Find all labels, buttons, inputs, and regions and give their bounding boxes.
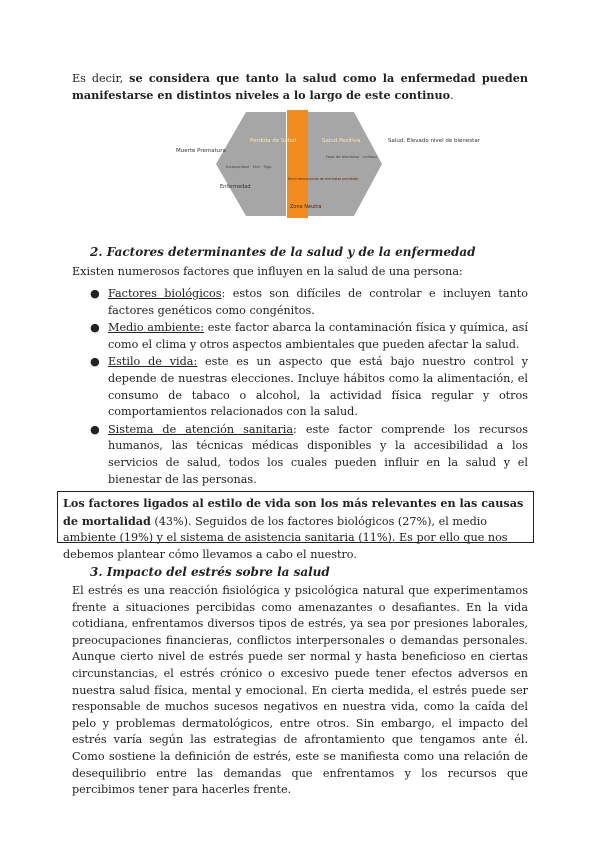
right-arrow <box>306 112 382 216</box>
right-zone-label: Salud Positiva <box>322 138 361 144</box>
intro-end: . <box>450 89 454 102</box>
mortality-highlight-box <box>57 491 534 561</box>
factor-term: Medio ambiente: <box>108 321 205 335</box>
bullet-icon: ● <box>90 321 100 335</box>
factor-text: este es un aspecto que está bajo nuestro control y depende de nuestras elecciones. Incluye hábitos como la alimentación, el consumo de tabaco o alcohol, la actividad física regular y otros comportamientos relacionados con la salud. <box>108 355 528 419</box>
list-item <box>90 320 528 353</box>
section-2-title: 2. Factores determinantes de la salud y de la enfermedad <box>90 245 476 259</box>
right-end-label: Salud, Elevado nivel de bienestar <box>388 138 480 144</box>
list-item <box>90 354 528 420</box>
highlight-rest: (43%). Seguidos de los factores biológicos (27%), el medio ambiente (19%) y el sistema de asistencia sanitaria (11%). Es por ello que nos debemos plantear cómo llevamos a cabo el nuestro. <box>63 514 508 561</box>
factor-term: Estilo de vida: <box>108 355 198 369</box>
center-bar <box>287 110 308 218</box>
factors-list <box>90 286 528 489</box>
center-note-label: Nivel desconocido de bienestar percibido <box>288 177 358 181</box>
neutral-zone-label: Zona Neutra <box>290 204 322 210</box>
section-3-body: El estrés es una reacción fisiológica y psicológica natural que experimentamos frente a situaciones percibidas como amenazantes o desafiantes. En la vida cotidiana, enfrentamos diversos tipos de estrés, ya sea por presiones laborales, preocupaciones financieras, conflictos interpersonales o demandas personales. Aunque cierto nivel de estrés puede ser normal y hasta beneficioso en ciertas circunstancias, el estrés crónico o excesivo puede tener efectos adversos en nuestra salud física, mental y emocional. En cierta medida, el estrés puede ser responsable de muchos sucesos negativos en nuestra vida, como la caída del pelo y problemas dermatológicos, entre otros. Sin embargo, el impacto del estrés varía según las estrategias de afrontamiento que tengamos ante él. Como sostiene la definición de estrés, este se manifiesta como una relación de desequilibrio entre las demandas que enfrentamos y los recursos que percibimos tener para hacerles frente. <box>72 584 528 797</box>
factor-text: este factor abarca la contaminación física y química, así como el clima y otros aspectos ambientales que pueden afectar la salud. <box>108 321 529 351</box>
section-2-intro: Existen numerosos factores que influyen en la salud de una persona: <box>72 265 463 278</box>
right-note-label: Fase de bienestar · calidad <box>326 154 377 159</box>
left-sub-label: Enfermedad <box>220 184 251 190</box>
section-3-title: 3. Impacto del estrés sobre la salud <box>90 565 330 579</box>
left-zone-label: Pérdida de Salud <box>250 138 297 144</box>
health-continuum-diagram <box>176 108 480 220</box>
factor-text: : estos son difíciles de controlar e incluyen tanto factores genéticos como congénitos. <box>108 287 528 317</box>
factor-text: : este factor comprende los recursos humanos, las técnicas médicas disponibles y la accesibilidad a los servicios de salud, todos los cuales pueden influir en la salud y el bienestar de las personas. <box>108 422 528 486</box>
bullet-icon: ● <box>90 422 100 436</box>
intro-bold: se considera que tanto la salud como la enfermedad pueden manifestarse en distintos niveles a lo largo de este continuo <box>72 71 528 102</box>
list-item <box>90 286 528 319</box>
intro-lead: Es decir, <box>72 72 130 85</box>
intro-paragraph <box>72 70 528 104</box>
highlight-bold: Los factores ligados al estilo de vida son los más relevantes en las causas de mortalidad <box>63 496 524 528</box>
left-end-label: Muerte Prematura <box>176 148 226 154</box>
bullet-icon: ● <box>90 287 100 300</box>
list-item <box>90 422 528 488</box>
bullet-icon: ● <box>90 355 100 369</box>
left-note-label: Incapacidad · Sínt · Sigs <box>226 164 272 169</box>
factor-term: Sistema de atención sanitaria <box>108 422 294 436</box>
factor-term: Factores biológicos <box>108 287 222 300</box>
